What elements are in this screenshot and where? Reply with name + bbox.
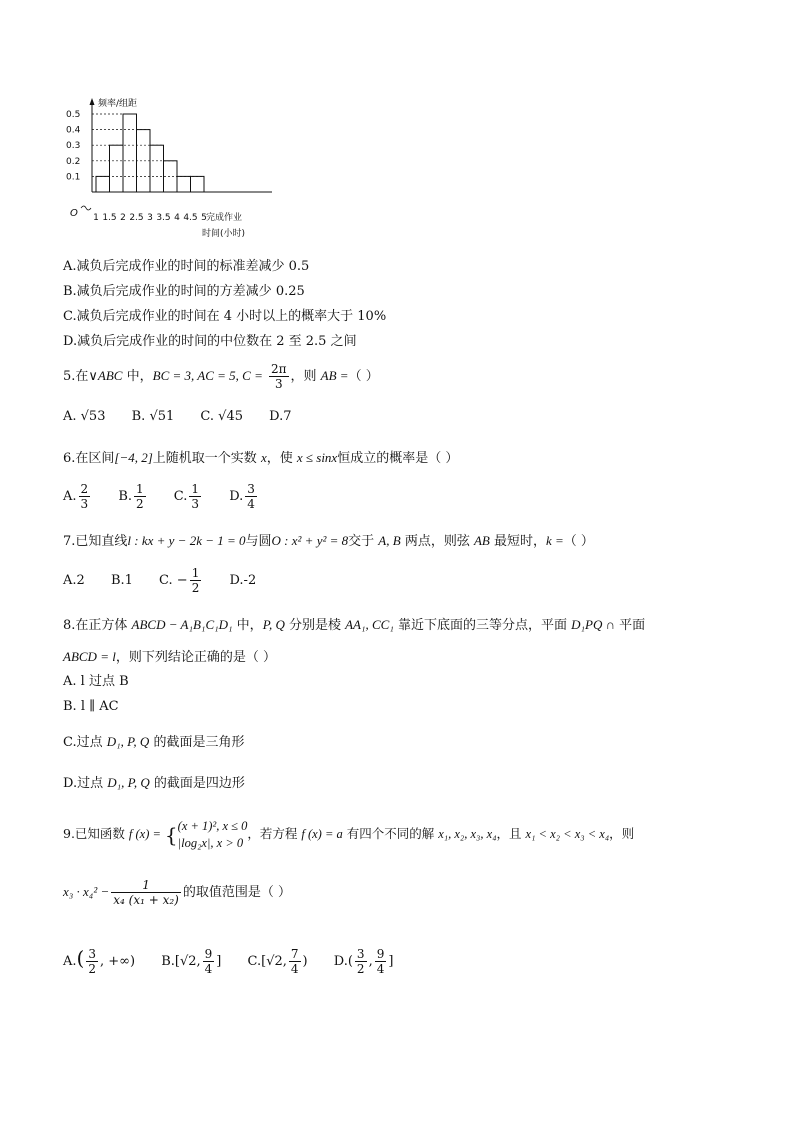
y-axis-label: 频率/组距 [98, 99, 138, 109]
q7-paren: （ ） [563, 534, 594, 549]
q7-option-a: A.2 [63, 573, 85, 588]
q5-option-c: C. √45 [200, 409, 243, 424]
q8-tail: 靠近下底面的三等分点，平面 [393, 618, 572, 633]
q8-mid: 中， [232, 618, 263, 633]
y-tick-label: 0.4 [66, 125, 81, 136]
q9-d-close: ] [388, 954, 394, 969]
histogram-bar [177, 176, 191, 192]
q5-frac-den: 3 [274, 377, 283, 391]
q6-inequality: x ≤ sinx [296, 450, 338, 465]
q7-option-c [159, 564, 203, 598]
q6-d-num: 3 [247, 482, 255, 496]
q6-option-d [229, 480, 259, 514]
q6-mid2: ，使 [266, 451, 297, 466]
q9-d-num1: 3 [356, 947, 365, 961]
q8-stem-line1 [63, 616, 645, 635]
q7-option-d: D.-2 [229, 573, 257, 588]
q9-tail: ，则 [609, 826, 635, 841]
q8-edges: AA₁, CC₁ [345, 617, 394, 632]
q5-option-d: D.7 [269, 409, 292, 424]
q7-c-den: 2 [191, 581, 200, 595]
q9-expr-pre: x₃ · x₄² − [63, 884, 110, 899]
x-tick-labels [93, 213, 207, 223]
x-tick-label: 4.5 [183, 213, 198, 223]
x-tick-label: 1 [93, 213, 99, 223]
q9-d-label: D. [333, 954, 348, 969]
q9-case2: |log₂x|, x > 0 [177, 835, 244, 850]
q4-option-a: A.减负后完成作业的时间的标准差减少 0.5 [63, 259, 310, 274]
q5-prefix: 5.在 [63, 369, 89, 384]
q7-options [63, 564, 278, 598]
q5-frac-num: 2π [271, 362, 287, 376]
histogram-bar [123, 114, 137, 192]
q8-c-points: D₁, P, Q [106, 734, 150, 749]
q6-option-b [118, 480, 147, 514]
q9-d-comma: , [368, 954, 373, 969]
x-tick-label: 1.5 [102, 213, 117, 223]
q9-mid2: 有四个不同的解 [342, 826, 439, 841]
q5-paren: （ ） [348, 369, 379, 384]
q6-a-num: 2 [80, 482, 89, 496]
x-tick-label: 3.5 [156, 213, 171, 223]
q9-b-close: ] [216, 954, 222, 969]
axis-break-mark [81, 206, 91, 210]
x-tick-label: 4 [174, 213, 180, 223]
q9-brace: { [164, 822, 178, 847]
q8-option-c [63, 733, 244, 752]
histogram-bar [110, 145, 124, 192]
q8-d-points: D₁, P, Q [107, 775, 150, 790]
q9-c-label: C. [247, 954, 262, 969]
q8-prefix: 8.在正方体 [63, 618, 132, 633]
q9-option-d [334, 942, 394, 982]
q9-a-open: ( [76, 946, 85, 970]
q9-case1: (x + 1)², x ≤ 0 [177, 818, 248, 833]
q5-given: BC = 3, AC = 5, C = [152, 368, 263, 383]
y-tick-label: 0.2 [66, 156, 81, 167]
q9-expr-den: x₄ (x₁ + x₂) [113, 893, 179, 907]
q7-chord: AB [473, 533, 490, 548]
q9-cases [178, 818, 248, 852]
q9-c-open: [√2, [261, 954, 287, 969]
q8-line2-tail: ，则下列结论正确的是（ ） [115, 650, 276, 665]
origin-label: O [70, 208, 78, 219]
y-tick-label: 0.3 [66, 141, 81, 152]
q8-pq: P, Q [262, 617, 285, 632]
q9-c-num: 7 [290, 947, 299, 961]
q4-option-b: B.减负后完成作业的时间的方差减少 0.25 [63, 284, 305, 299]
q9-stem [63, 814, 634, 854]
q9-prefix: 9.已知函数 [63, 826, 129, 841]
q6-b-label: B. [118, 489, 132, 504]
q7-line-eq: l : kx + y − 2k − 1 = 0 [127, 533, 246, 548]
q5-tail: ，则 [290, 369, 321, 384]
q8-mid2: 分别是棱 [284, 618, 346, 633]
q9-expr-num: 1 [111, 878, 181, 893]
histogram-grid [92, 114, 204, 176]
x-tick-label: 3 [147, 213, 153, 223]
q8-option-d [63, 774, 245, 793]
q8-c-tail: 的截面是三角形 [149, 735, 245, 750]
q9-b-open: [√2, [174, 954, 201, 969]
histogram-bar [137, 130, 151, 192]
q6-prefix: 6.在区间 [63, 451, 115, 466]
y-tick-labels [66, 110, 81, 182]
histogram-bar [96, 176, 110, 192]
q7-points: A, B [378, 533, 401, 548]
q6-interval: [−4, 2] [114, 450, 153, 465]
q9-option-c [248, 942, 308, 982]
x-axis-label-line2: 时间(小时) [202, 229, 246, 239]
q6-b-den: 2 [136, 497, 144, 511]
q9-a-den: 2 [88, 962, 96, 976]
q6-d-den: 4 [247, 497, 255, 511]
q6-b-num: 1 [136, 482, 144, 496]
frequency-histogram [62, 96, 272, 246]
q7-mid4: 最短时， [489, 534, 546, 549]
q9-equation: f (x) = a [301, 827, 343, 841]
q8-end: 平面 [615, 618, 646, 633]
q5-option-a: A. √53 [63, 409, 106, 424]
q5-triangle: ∨ABC [88, 368, 123, 383]
q9-fx: f (x) = [128, 827, 161, 841]
q7-stem [63, 532, 594, 551]
q9-d-den1: 2 [356, 962, 365, 976]
q9-solutions: x₁, x₂, x₃, x₄ [438, 827, 497, 841]
q9-d-open: ( [347, 954, 353, 969]
q6-a-label: A. [63, 489, 77, 504]
q9-mid3: ，且 [496, 826, 526, 841]
q8-d-tail: 的截面是四边形 [149, 776, 245, 791]
q6-options [63, 480, 281, 514]
q6-c-label: C. [173, 489, 188, 504]
q9-a-close: , +∞) [99, 954, 136, 969]
q7-circle-eq: O : x² + y² = 8 [271, 533, 349, 548]
q8-c-prefix: C.过点 [63, 735, 107, 750]
q8-cube: ABCD − A₁B₁C₁D₁ [131, 617, 233, 632]
q9-a-num: 3 [88, 947, 96, 961]
q8-d-prefix: D.过点 [63, 776, 108, 791]
q6-stem [63, 449, 458, 468]
q9-a-label: A. [63, 954, 77, 969]
q6-c-num: 1 [191, 482, 200, 496]
q6-c-den: 3 [191, 497, 200, 511]
q9-mid: ，若方程 [247, 826, 302, 841]
q6-tail: 恒成立的概率是（ ） [337, 451, 459, 466]
q9-b-label: B. [161, 954, 175, 969]
q8-line2-math: ABCD = l [63, 649, 116, 664]
q4-option-d: D.减负后完成作业的时间的中位数在 2 至 2.5 之间 [63, 334, 357, 349]
y-tick-label: 0.5 [66, 110, 81, 120]
q9-expression [63, 874, 291, 911]
q7-c-label: C. − [159, 573, 188, 588]
q5-stem [63, 361, 379, 392]
q9-d-num2: 9 [376, 947, 385, 961]
q4-option-c: C.减负后完成作业的时间在 4 小时以上的概率大于 10% [63, 309, 387, 324]
q8-plane: D₁PQ ∩ [571, 617, 616, 632]
q6-mid: 上随机取一个实数 [152, 451, 261, 466]
q9-c-den: 4 [290, 962, 299, 976]
x-axis-label-line1: 完成作业 [206, 213, 243, 223]
q5-ask: AB = [320, 368, 349, 383]
q6-option-a [63, 480, 92, 514]
q9-options [63, 938, 415, 982]
q7-mid2: 交于 [348, 534, 379, 549]
histogram-bar [150, 145, 164, 192]
q8-option-a: A. l 过点 B [63, 674, 129, 689]
q7-k: k = [545, 533, 564, 548]
q5-angle-fraction [269, 362, 289, 391]
q6-a-den: 3 [80, 497, 89, 511]
q6-x: x [260, 450, 267, 465]
q7-prefix: 7.已知直线 [63, 534, 128, 549]
q5-option-b: B. √51 [131, 409, 175, 424]
q7-mid3: 两点，则弦 [400, 534, 474, 549]
q9-order: x₁ < x₂ < x₃ < x₄ [525, 827, 610, 841]
x-tick-label: 5 [201, 213, 207, 223]
q5-mid: 中， [122, 369, 153, 384]
histogram-bars [96, 114, 204, 192]
q9-b-num: 9 [204, 947, 213, 961]
q9-option-b [161, 942, 221, 982]
q9-option-a [63, 938, 135, 982]
q6-option-c [174, 480, 203, 514]
q8-option-b: B. l ∥ AC [63, 699, 119, 714]
histogram-bar [191, 176, 205, 192]
q6-d-label: D. [229, 489, 244, 504]
x-tick-label: 2 [120, 213, 126, 223]
q9-d-den2: 4 [376, 962, 385, 976]
q8-stem-line2 [63, 648, 276, 667]
q9-b-den: 4 [204, 962, 213, 976]
q7-c-num: 1 [191, 566, 200, 580]
y-tick-label: 0.1 [66, 172, 81, 183]
q7-mid: 与圆 [245, 534, 272, 549]
q9-c-close: ) [302, 954, 308, 969]
q5-options [63, 408, 314, 426]
q9-expr-tail: 的取值范围是（ ） [182, 885, 291, 900]
x-tick-label: 2.5 [129, 213, 144, 223]
q7-option-b: B.1 [110, 573, 133, 588]
